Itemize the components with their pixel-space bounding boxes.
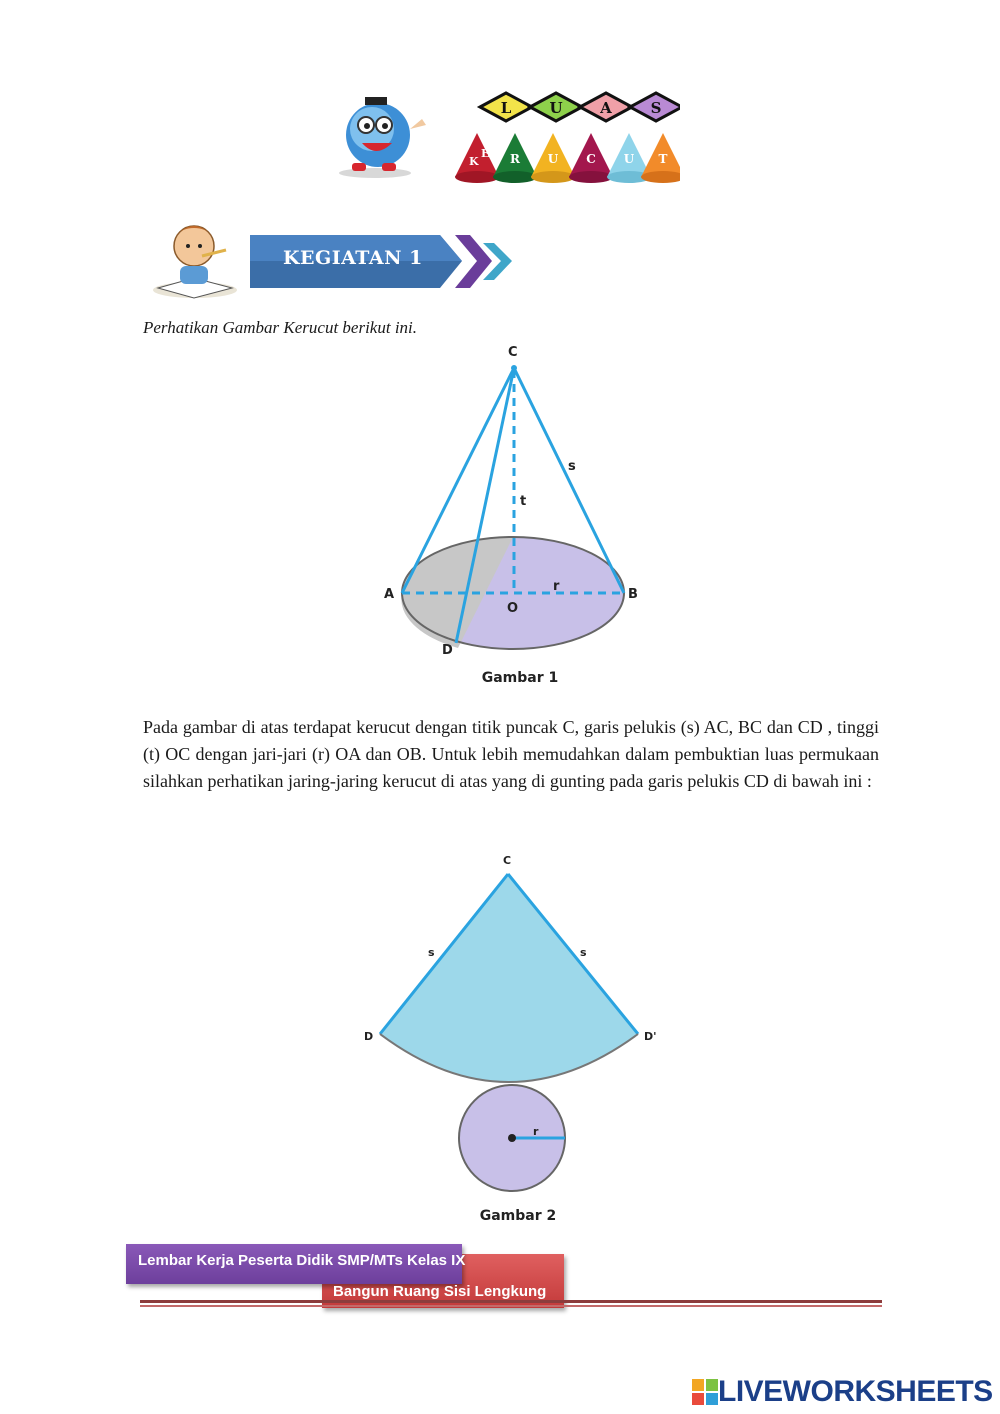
svg-text:U: U [549,99,563,117]
net-label-r: r [533,1125,539,1138]
net-label-s-right: s [580,946,587,959]
description-paragraph: Pada gambar di atas terdapat kerucut dengan titik puncak C, garis pelukis (s) AC, BC dan CD , tinggi (t) OC dengan jari-jari (r) OA dan OB. Untuk lebih memudahkan dalam pembuktian luas permukaan silahkan perhatikan jaring-jaring kerucut di atas yang di gunting pada garis pelukis CD di bawah ini : [143,717,879,791]
kerucut-cone-3 [531,133,575,183]
luas-letter-S [630,93,680,121]
svg-text:L: L [500,99,512,117]
student-reading-icon [153,226,237,298]
svg-text:R: R [510,152,520,166]
net-label-s-left: s [428,946,435,959]
liveworksheets-brand: LIVEWORKSHEETS [718,1375,993,1408]
label-s: s [568,459,576,474]
luas-letter-U [530,93,582,121]
figure-2-caption: Gambar 2 [479,1208,557,1224]
figure-1-cone [370,338,650,668]
label-C: C [508,345,518,360]
footer-rule [140,1300,882,1303]
luas-kerucut-logo [330,85,680,195]
footer-rule-secondary [140,1305,882,1307]
kegiatan-title: KEGIATAN 1 [283,247,423,269]
label-t: t [520,494,527,509]
label-A: A [384,587,395,602]
figure-2-net [355,850,675,1200]
svg-text:S: S [650,99,662,117]
svg-text:U: U [547,152,559,166]
liveworksheets-logo-icon [692,1379,718,1405]
svg-text:E: E [481,147,490,160]
label-D: D [442,643,453,658]
luas-letter-A [580,93,632,121]
intro-text: Perhatikan Gambar Kerucut berikut ini. [143,318,418,337]
kerucut-cone-6 [641,133,680,183]
label-O: O [507,601,519,616]
svg-text:U: U [623,152,635,166]
net-label-D-prime: D' [644,1030,657,1043]
mascot-icon [339,97,426,178]
net-label-D: D [364,1030,374,1043]
label-B: B [628,587,638,602]
label-r: r [553,579,560,594]
luas-letter-L [480,93,532,121]
kerucut-cone-2 [493,133,537,183]
footer-topic-text: Bangun Ruang Sisi Lengkung [333,1283,547,1300]
liveworksheets-watermark [692,1374,993,1410]
kerucut-cone-4 [569,133,613,183]
svg-text:A: A [600,99,612,117]
svg-text:C: C [586,152,596,166]
footer-lkpd-text: Lembar Kerja Peserta Didik SMP/MTs Kelas IX [138,1252,466,1269]
kerucut-cone-1 [455,133,499,183]
figure-1-caption: Gambar 1 [481,670,559,686]
svg-text:K: K [469,155,479,168]
svg-text:T: T [658,152,668,166]
net-label-C: C [503,854,512,867]
